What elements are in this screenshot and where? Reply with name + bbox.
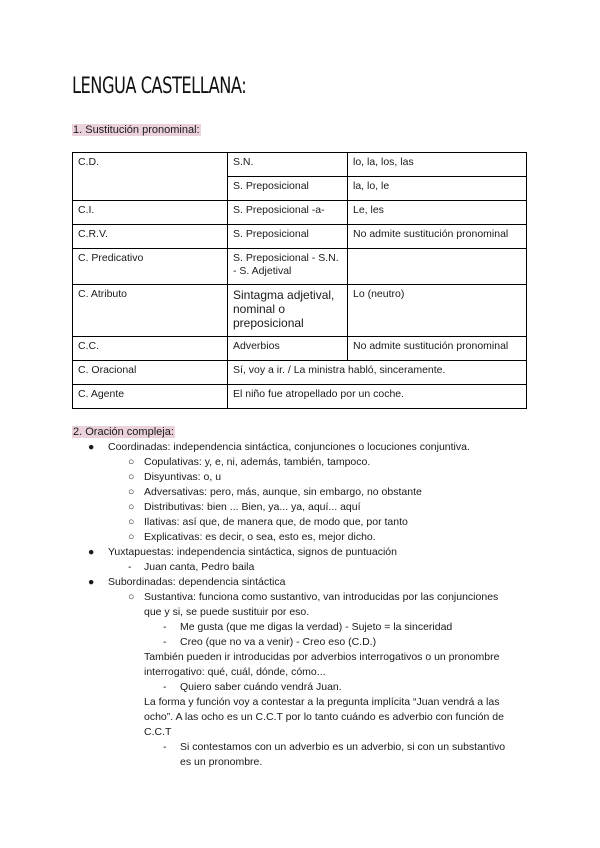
section-1-label: 1. Sustitución pronominal:: [73, 124, 200, 136]
table-cell: C.I.: [73, 201, 228, 225]
bullet-dash-icon: -: [163, 681, 167, 693]
table-row: [73, 201, 527, 225]
text-line: La forma y función voy a contestar a la pregunta implícita “Juan vendrá a las: [144, 696, 500, 708]
section-2-heading: [72, 426, 175, 438]
bullet-circle-icon: ○: [128, 501, 135, 513]
table-cell: S. Preposicional: [228, 177, 348, 201]
table-cell: Le, les: [348, 201, 527, 225]
table-cell: No admite sustitución pronominal: [348, 337, 527, 361]
list-item: Adversativas: pero, más, aunque, sin embargo, no obstante: [144, 486, 422, 498]
table-row: [73, 153, 527, 177]
bullet-circle-icon: ○: [128, 516, 135, 528]
table-cell: No admite sustitución pronominal: [348, 225, 527, 249]
list-item: Quiero saber cuándo vendrá Juan.: [180, 681, 342, 693]
list-item: Juan canta, Pedro baila: [144, 561, 255, 573]
bullet-dot-icon: ●: [88, 576, 95, 588]
bullet-circle-icon: ○: [128, 531, 135, 543]
table-cell: C. Predicativo: [73, 249, 228, 285]
list-item: Distributivas: bien ... Bien, ya... ya, aquí... aquí: [144, 501, 361, 513]
bullet-circle-icon: ○: [128, 471, 135, 483]
text-line: interrogativo: qué, cuál, dónde, cómo...: [144, 666, 326, 678]
table-cell: S. Preposicional: [228, 225, 348, 249]
table-cell: C.C.: [73, 337, 228, 361]
list-item: Me gusta (que me digas la verdad) - Sujeto = la sinceridad: [180, 621, 453, 633]
table-cell: [348, 249, 527, 285]
bullet-dot-icon: ●: [88, 441, 95, 453]
bullet-dash-icon: -: [128, 561, 132, 573]
text-line: Si contestamos con un adverbio es un adverbio, si con un substantivo: [180, 741, 506, 753]
table-cell: El niño fue atropellado por un coche.: [228, 385, 527, 409]
table-row: [73, 249, 527, 285]
table-cell: S. Preposicional - S.N. - S. Adjetival: [228, 249, 348, 285]
list-item: Ilativas: así que, de manera que, de modo que, por tanto: [144, 516, 408, 528]
table-cell: lo, la, los, las: [348, 153, 527, 177]
table-cell: Adverbios: [228, 337, 348, 361]
table-cell: S. Preposicional -a-: [228, 201, 348, 225]
list-item: Subordinadas: dependencia sintáctica: [108, 576, 286, 588]
bullet-dash-icon: -: [163, 621, 167, 633]
list-item: Explicativas: es decir, o sea, esto es, mejor dicho.: [144, 531, 376, 543]
table-cell: Sí, voy a ir. / La ministra habló, sinceramente.: [228, 361, 527, 385]
text-line: es un pronombre.: [180, 756, 263, 768]
text-line: Sustantiva: funciona como sustantivo, van introducidas por las conjunciones: [144, 591, 499, 603]
table-cell: S.N.: [228, 153, 348, 177]
page-title: LENGUA CASTELLANA:: [72, 74, 247, 99]
table-cell: la, lo, le: [348, 177, 527, 201]
pronoun-substitution-table: [72, 152, 527, 409]
list-item: Yuxtapuestas: independencia sintáctica, signos de puntuación: [108, 546, 397, 558]
section-2-label: 2. Oración compleja:: [73, 426, 174, 438]
bullet-circle-icon: ○: [128, 591, 135, 603]
bullet-dot-icon: ●: [88, 546, 95, 558]
list-item: Disyuntivas: o, u: [144, 471, 222, 483]
text-line: C.C.T: [144, 726, 172, 738]
table-cell: C. Oracional: [73, 361, 228, 385]
table-row: [73, 385, 527, 409]
list-item: Copulativas: y, e, ni, además, también, tampoco.: [144, 456, 371, 468]
table-row: [73, 361, 527, 385]
section-1-heading: [72, 124, 201, 136]
table-cell: Sintagma adjetival, nominal o preposicional: [228, 285, 348, 337]
table-cell: C. Atributo: [73, 285, 228, 337]
table-cell: C.D.: [73, 153, 228, 201]
list-item: Coordinadas: independencia sintáctica, conjunciones o locuciones conjuntiva.: [108, 441, 470, 453]
table-cell: C.R.V.: [73, 225, 228, 249]
bullet-circle-icon: ○: [128, 456, 135, 468]
table-row: [73, 225, 527, 249]
text-line: que y si, se puede sustituir por eso.: [144, 606, 310, 618]
list-item: Creo (que no va a venir) - Creo eso (C.D.): [180, 636, 377, 648]
text-line: También pueden ir introducidas por adverbios interrogativos o un pronombre: [144, 651, 500, 663]
table-row: [73, 285, 527, 337]
text-line: ocho”. A las ocho es un C.C.T por lo tanto cuándo es adverbio con función de: [144, 711, 504, 723]
bullet-circle-icon: ○: [128, 486, 135, 498]
table-row: [73, 337, 527, 361]
table-cell: Lo (neutro): [348, 285, 527, 337]
bullet-dash-icon: -: [163, 741, 167, 753]
table-cell: C. Agente: [73, 385, 228, 409]
bullet-dash-icon: -: [163, 636, 167, 648]
